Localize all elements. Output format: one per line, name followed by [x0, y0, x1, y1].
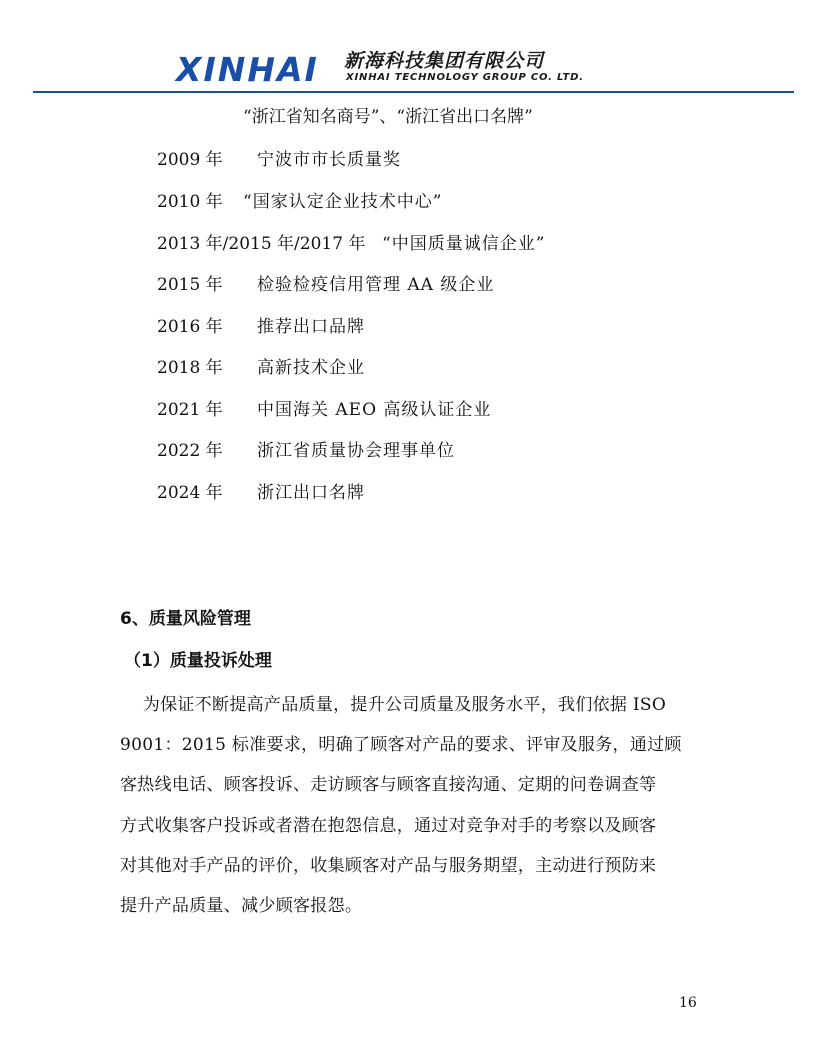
award-year: 2010 年: [157, 192, 223, 212]
paragraph-line: 为保证不断提高产品质量，提升公司质量及服务水平，我们依据 ISO: [120, 695, 667, 715]
award-name: 中国海关 AEO 高级认证企业: [257, 400, 492, 420]
paragraph-line: 提升产品质量、减少顾客报怨。: [120, 896, 363, 916]
award-year: 2015 年: [157, 275, 223, 295]
award-year: 2024 年: [157, 483, 223, 503]
award-year: 2009 年: [157, 150, 223, 170]
award-name: 检验检疫信用管理 AA 级企业: [257, 275, 495, 295]
award-year: 2013 年/2015 年/2017 年: [157, 234, 366, 254]
award-name: 浙江出口名牌: [257, 483, 365, 503]
award-year: 2018 年: [157, 358, 223, 378]
company-name-en: XINHAI TECHNOLOGY GROUP CO. LTD.: [346, 72, 584, 83]
page-number: 16: [679, 995, 697, 1011]
header-divider: [33, 91, 794, 93]
paragraph-line: 对其他对手产品的评价，收集顾客对产品与服务期望，主动进行预防来: [120, 856, 657, 876]
company-name-cn: 新海科技集团有限公司: [344, 50, 545, 72]
section-title: 6、质量风险管理: [120, 609, 251, 629]
award-name: “国家认定企业技术中心”: [243, 192, 443, 212]
award-year: 2022 年: [157, 441, 223, 461]
award-name: “中国质量诚信企业”: [382, 234, 546, 254]
award-name: 推荐出口品牌: [257, 317, 365, 337]
intro-line: “浙江省知名商号”、“浙江省出口名牌”: [243, 107, 533, 127]
award-year: 2021 年: [157, 400, 223, 420]
paragraph-line: 客热线电话、顾客投诉、走访顾客与顾客直接沟通、定期的问卷调查等: [120, 775, 657, 795]
award-name: 浙江省质量协会理事单位: [257, 441, 455, 461]
subsection-title: （1）质量投诉处理: [124, 651, 272, 671]
award-name: 宁波市市长质量奖: [257, 150, 401, 170]
paragraph-line: 方式收集客户投诉或者潜在抱怨信息，通过对竞争对手的考察以及顾客: [120, 816, 657, 836]
page-header: [0, 0, 816, 96]
paragraph-line: 9001：2015 标准要求，明确了顾客对产品的要求、评审及服务，通过顾: [120, 735, 682, 755]
company-logo-text: XINHAI: [176, 50, 319, 89]
award-name: 高新技术企业: [257, 358, 365, 378]
award-year: 2016 年: [157, 317, 223, 337]
